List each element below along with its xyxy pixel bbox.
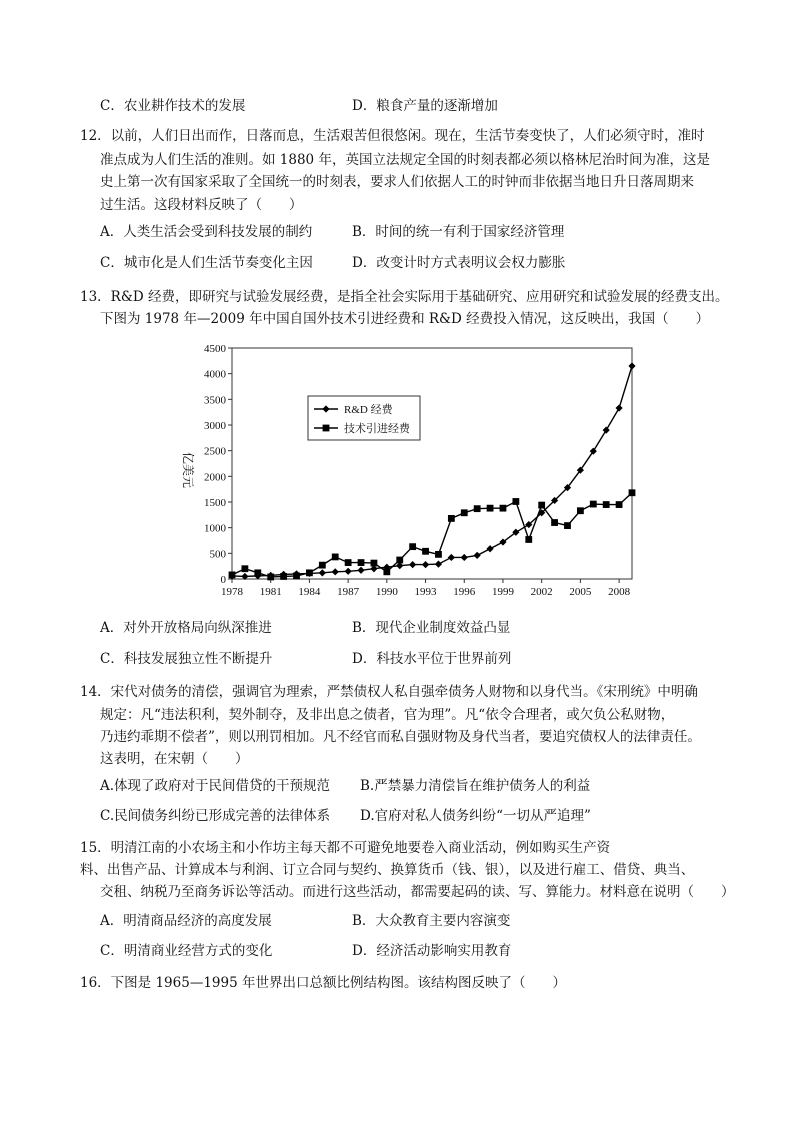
tech-import-data-point [512, 498, 519, 505]
q14-stem-line-4: 这表明，在宋朝（ ） [100, 751, 249, 767]
rd-series-line [232, 366, 632, 576]
chart-plot-frame [232, 348, 632, 579]
rd-data-point [409, 561, 416, 568]
y-tick-label: 3500 [204, 394, 226, 407]
q15-stem-line-2: 料、出售产品、计算成本与利润、订立合同与契约、换算货币（钱、银），以及进行雇工、借贷、典当、 [80, 862, 695, 878]
x-tick-label: 2005 [569, 586, 592, 598]
tech-import-data-point [306, 569, 313, 576]
q13-stem-line-1: 13．R&D 经费，即研究与试验发展经费，是指全社会实际用于基础研究、应用研究和试验发展的经费支出。 [80, 289, 729, 305]
tech-import-data-point [319, 562, 326, 569]
tech-import-data-point [435, 551, 442, 558]
tech-import-data-point [229, 571, 236, 578]
tech-import-data-point [242, 565, 249, 572]
rd-data-point [461, 554, 468, 561]
tech-import-data-point [267, 574, 274, 581]
y-tick-label: 0 [220, 574, 226, 586]
q13-option-a: A．对外开放格局向纵深推进 [100, 620, 272, 636]
rd-data-point [357, 567, 364, 574]
x-tick-label: 1999 [491, 586, 514, 598]
y-tick-label: 3000 [204, 420, 226, 432]
q16-stem: 16．下图是 1965—1995 年世界出口总额比例结构图。该结构图反映了（ ） [80, 975, 566, 991]
tech-import-data-point [254, 569, 261, 576]
x-tick-label: 1993 [414, 586, 437, 598]
tech-import-data-point [603, 501, 610, 508]
legend-square-marker [323, 425, 330, 432]
tech-import-data-point [538, 502, 545, 509]
x-tick-label: 2008 [608, 586, 631, 598]
q12-stem-line-2: 准点成为人们生活的准则。如 1880 年，英国立法规定全国的时刻表都必须以格林尼治时间为准，这是 [100, 152, 710, 168]
q11-option-d: D．粮食产量的逐渐增加 [352, 98, 498, 114]
q15-option-a: A．明清商品经济的高度发展 [100, 913, 272, 929]
rd-data-point [435, 561, 442, 568]
y-tick-label: 1500 [204, 497, 226, 509]
q13-line-chart [170, 338, 650, 608]
tech-import-data-point [345, 559, 352, 566]
tech-import-data-point [500, 505, 507, 512]
tech-import-data-point [487, 505, 494, 512]
rd-data-point [422, 561, 429, 568]
y-tick-label: 1000 [204, 522, 226, 535]
y-tick-label: 2000 [204, 471, 226, 484]
q15-option-d: D．经济活动影响实用教育 [352, 943, 512, 959]
q15-option-b: B．大众教育主要内容演变 [352, 913, 511, 929]
q14-option-c: C.民间债务纠纷已形成完善的法律体系 [100, 808, 331, 824]
legend-label-rd: R&D 经费 [344, 404, 393, 416]
tech-import-data-point [461, 509, 468, 516]
rd-data-point [332, 568, 339, 575]
rd-data-point [615, 404, 622, 411]
tech-import-data-point [577, 507, 584, 514]
q14-option-a: A.体现了政府对于民间借贷的干预规范 [100, 778, 331, 794]
q11-option-c: C．农业耕作技术的发展 [100, 98, 246, 114]
chart-y-axis-label: 亿美元 [181, 451, 195, 489]
q12-stem-line-1: 12．以前，人们日出而作，日落而息，生活艰苦但很悠闲。现在，生活节奏变快了，人们必须守时，准时 [80, 128, 705, 144]
x-tick-label: 1981 [259, 586, 282, 598]
tech-import-data-point [551, 519, 558, 526]
legend-label-tech-import: 技术引进经费 [344, 423, 410, 435]
y-tick-label: 4000 [204, 368, 226, 381]
tech-import-data-point [422, 548, 429, 555]
x-tick-label: 1987 [337, 586, 360, 598]
tech-import-data-point [396, 557, 403, 564]
q15-stem-line-3: 交租、纳税乃至商务诉讼等活动。而进行这些活动，都需要起码的读、写、算能力。材料意在说明（ ） [100, 884, 735, 900]
q13-option-d: D．科技水平位于世界前列 [352, 651, 512, 667]
q14-option-b: B.严禁暴力清偿旨在维护债务人的利益 [360, 778, 591, 794]
q12-option-d: D．改变计时方式表明议会权力膨胀 [352, 255, 566, 271]
q14-option-d: D.官府对私人债务纠纷“一切从严追理” [360, 808, 591, 824]
tech-import-data-point [616, 501, 623, 508]
q12-option-c: C．城市化是人们生活节奏变化主因 [100, 255, 313, 271]
rd-data-point [319, 569, 326, 576]
y-tick-label: 4500 [204, 343, 226, 355]
x-tick-label: 1996 [453, 586, 476, 598]
x-tick-label: 1990 [375, 586, 398, 598]
q13-option-b: B．现代企业制度效益凸显 [352, 620, 511, 636]
tech-import-data-point [332, 554, 339, 561]
q14-stem-line-3: 乃违约乖期不偿者”，则以刑罚相加。凡不经官而私自强财物及身代当者，要追究债权人的法律责任。 [100, 729, 701, 745]
rd-data-point [486, 545, 493, 552]
tech-import-data-point [564, 522, 571, 529]
tech-import-data-point [358, 559, 365, 566]
q15-option-c: C．明清商业经营方式的变化 [100, 943, 273, 959]
x-tick-label: 1984 [298, 586, 321, 598]
rd-data-point [448, 554, 455, 561]
tech-import-data-point [293, 573, 300, 580]
q14-stem-line-1: 14．宋代对债务的清偿，强调官为理索，严禁债权人私自强牵债务人财物和以身代当。《宋刑统》中明确 [80, 684, 698, 700]
tech-import-data-point [474, 505, 481, 512]
x-tick-label: 2002 [530, 586, 553, 598]
q12-option-b: B．时间的统一有利于国家经济管理 [352, 224, 565, 240]
tech-import-data-point [590, 501, 597, 508]
x-tick-label: 1978 [221, 586, 243, 598]
rd-data-point [345, 568, 352, 575]
q12-option-a: A．人类生活会受到科技发展的制约 [100, 224, 313, 240]
tech-import-data-point [371, 560, 378, 567]
y-tick-label: 2500 [204, 445, 226, 458]
y-tick-label: 500 [209, 548, 226, 561]
q13-stem-line-2: 下图为 1978 年—2009 年中国自国外技术引进经费和 R&D 经费投入情况，这反映出，我国（ ） [100, 311, 710, 327]
tech-import-data-point [280, 573, 287, 580]
q12-stem-line-4: 过生活。这段材料反映了（ ） [100, 197, 303, 213]
tech-import-data-point [409, 543, 416, 550]
rd-data-point [628, 362, 635, 369]
q15-stem-line-1: 15．明清江南的小农场主和小作坊主每天都不可避免地要卷入商业活动，例如购买生产资 [80, 840, 611, 856]
tech-import-data-point [525, 536, 532, 543]
q14-stem-line-2: 规定：凡“违法积利，契外制夺，及非出息之债者，官为理”。凡“依令合理者，或欠负公私财物， [100, 707, 675, 723]
tech-import-data-point [629, 489, 636, 496]
tech-import-data-point [383, 568, 390, 575]
rd-data-point [474, 552, 481, 559]
tech-import-data-point [448, 515, 455, 522]
rd-data-point [603, 427, 610, 434]
q13-option-c: C．科技发展独立性不断提升 [100, 651, 273, 667]
q12-stem-line-3: 史上第一次有国家采取了全国统一的时刻表，要求人们依据人工的时钟而非依据当地日升日落周期来 [100, 174, 694, 190]
